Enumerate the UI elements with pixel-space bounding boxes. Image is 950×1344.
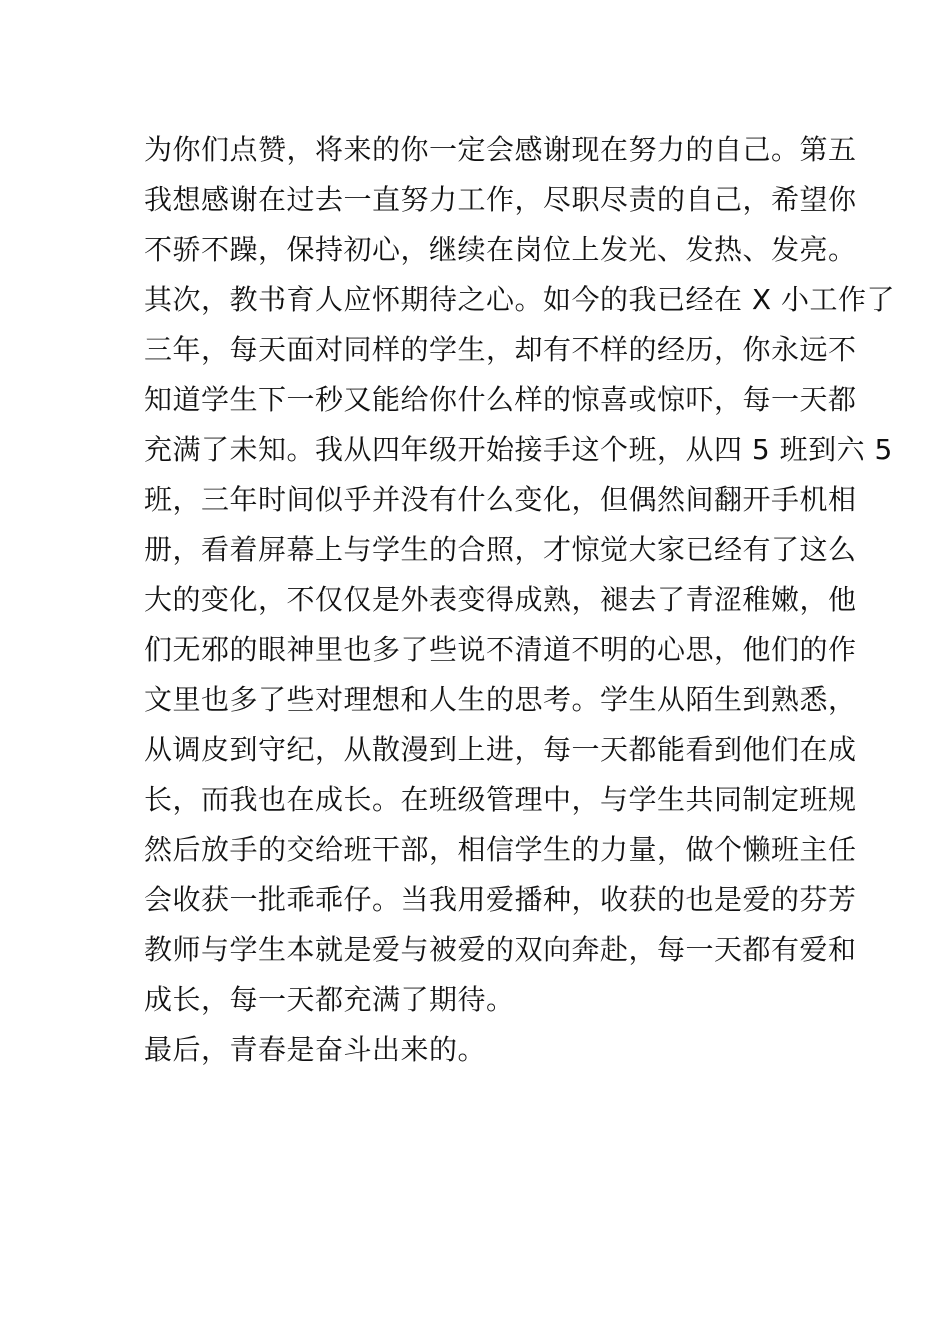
text-line-18: 成长，每一天都充满了期待。	[144, 983, 515, 1016]
text-line-9: 册，看着屏幕上与学生的合照，才惊觉大家已经有了这么	[144, 533, 857, 566]
text-line-8: 班，三年时间似乎并没有什么变化，但偶然间翻开手机相	[144, 483, 857, 516]
text-line-12: 文里也多了些对理想和人生的思考。学生从陌生到熟悉，	[144, 683, 857, 716]
text-line-1: 为你们点赞，将来的你一定会感谢现在努力的自己。第五	[144, 133, 857, 166]
text-line-6: 知道学生下一秒又能给你什么样的惊喜或惊吓，每一天都	[144, 383, 857, 416]
body-text	[144, 125, 895, 1075]
text-line-4: 其次，教书育人应怀期待之心。如今的我已经在 X 小工作了	[144, 283, 895, 316]
text-line-3: 不骄不躁，保持初心，继续在岗位上发光、发热、发亮。	[144, 233, 857, 266]
text-line-19: 最后，青春是奋斗出来的。	[144, 1033, 487, 1066]
text-line-14: 长，而我也在成长。在班级管理中，与学生共同制定班规	[144, 783, 857, 816]
text-line-11: 们无邪的眼神里也多了些说不清道不明的心思，他们的作	[144, 633, 857, 666]
text-line-5: 三年，每天面对同样的学生，却有不样的经历，你永远不	[144, 333, 857, 366]
text-line-16: 会收获一批乖乖仔。当我用爱播种，收获的也是爱的芬芳	[144, 883, 857, 916]
text-line-2: 我想感谢在过去一直努力工作，尽职尽责的自己，希望你	[144, 183, 857, 216]
text-line-17: 教师与学生本就是爱与被爱的双向奔赴，每一天都有爱和	[144, 933, 857, 966]
text-line-15: 然后放手的交给班干部，相信学生的力量，做个懒班主任	[144, 833, 857, 866]
text-line-13: 从调皮到守纪，从散漫到上进，每一天都能看到他们在成	[144, 733, 857, 766]
text-line-10: 大的变化，不仅仅是外表变得成熟，褪去了青涩稚嫩，他	[144, 583, 857, 616]
text-line-7: 充满了未知。我从四年级开始接手这个班，从四 5 班到六 5	[144, 433, 893, 466]
